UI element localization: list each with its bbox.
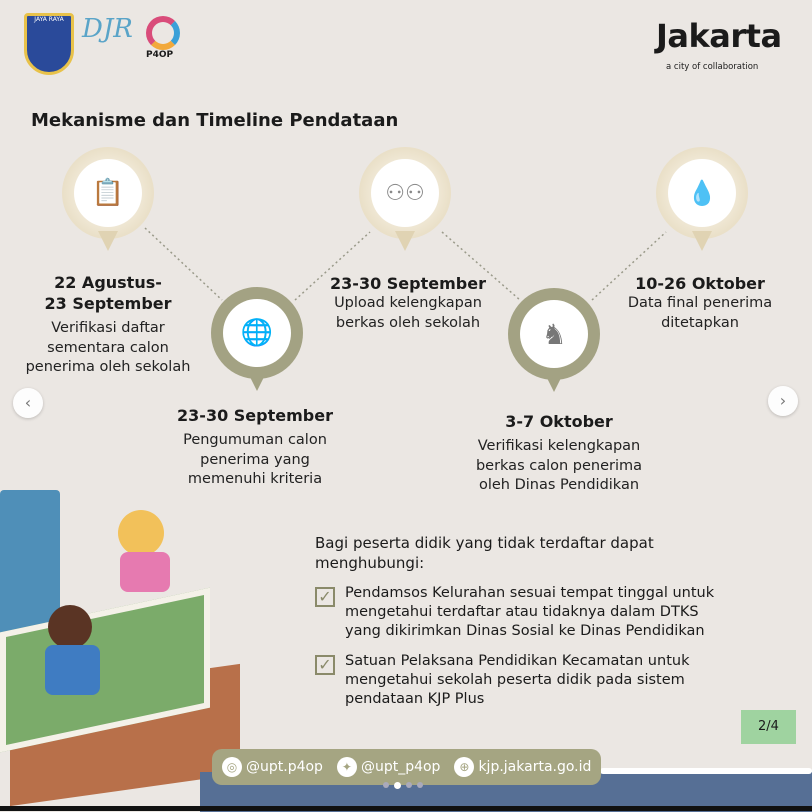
step-date: 10-26 Oktober — [635, 274, 765, 293]
instagram-icon: ◎ — [222, 757, 242, 777]
timeline-pin-1 — [62, 147, 154, 239]
carousel-dot-active[interactable] — [394, 782, 401, 789]
timeline-pin-4 — [508, 288, 600, 380]
timeline-pin-3 — [359, 147, 451, 239]
contact-intro-line: menghubungi: — [315, 554, 425, 572]
chess-knight-icon: ♞ — [541, 317, 567, 351]
checkbox-icon: ✓ — [315, 587, 335, 607]
step-date: 22 Agustus- — [54, 273, 162, 292]
contact-intro-line: Bagi peserta didik yang tidak terdaftar dapat — [315, 534, 654, 552]
twitter-link[interactable] — [337, 757, 441, 777]
djr-text: DJR — [82, 14, 133, 44]
carousel-dot[interactable] — [417, 782, 423, 788]
carousel-prev-button[interactable]: ‹ — [13, 388, 43, 418]
step-desc: penerima yang — [200, 451, 310, 468]
jakarta-wordmark: Jakarta — [656, 17, 782, 55]
timeline-step-3 — [298, 273, 518, 333]
step-desc: Upload kelengkapan — [334, 295, 482, 311]
step-desc: Pengumuman calon — [183, 432, 327, 448]
jakarta-tagline: a city of collaboration — [666, 62, 759, 72]
step-date: 23-30 September — [330, 274, 486, 293]
contact-item-line: Satuan Pelaksana Pendidikan Kecamatan untuk — [345, 653, 690, 669]
timeline-step-1 — [0, 272, 218, 378]
checkbox-icon: ✓ — [315, 655, 335, 675]
globe-icon: ⊕ — [454, 757, 474, 777]
wave-foam — [600, 768, 812, 774]
contact-item-line: mengetahui sekolah peserta didik pada sistem — [345, 672, 685, 688]
contact-item — [315, 584, 714, 641]
step-desc: penerima oleh sekolah — [25, 359, 191, 375]
timeline-pin-5 — [656, 147, 748, 239]
twitter-icon: ✦ — [337, 757, 357, 777]
group-icon: ⚇⚇ — [385, 180, 425, 206]
social-footer — [212, 749, 601, 785]
step-desc: berkas calon penerima — [475, 457, 643, 474]
timeline-pin-2 — [211, 287, 303, 379]
carousel-dot[interactable] — [383, 782, 389, 788]
clipboard-strategy-icon: 📋 — [91, 178, 125, 208]
timeline-step-4 — [449, 411, 669, 496]
step-date: 23-30 September — [177, 406, 333, 425]
contact-item-line: mengetahui terdaftar atau tidaknya dalam DTKS — [345, 604, 699, 620]
contact-intro — [315, 533, 654, 573]
website-url: kjp.jakarta.go.id — [478, 759, 592, 775]
step-date: 3-7 Oktober — [505, 412, 613, 431]
instagram-link[interactable] — [222, 757, 323, 777]
step-desc: sementara calon — [47, 339, 169, 356]
contact-item-line: yang dikirimkan Dinas Sosial ke Dinas Pendidikan — [345, 623, 705, 639]
twitter-handle: @upt_p4op — [360, 759, 441, 775]
carousel-next-button[interactable]: › — [768, 386, 798, 416]
page-title: Mekanisme dan Timeline Pendataan — [31, 110, 399, 131]
contact-item-line: Pendamsos Kelurahan sesuai tempat tinggal untuk — [345, 585, 715, 601]
carousel-dot[interactable] — [406, 782, 412, 788]
step-desc: Verifikasi daftar — [51, 320, 165, 336]
website-link[interactable] — [454, 757, 591, 777]
carousel-dots — [383, 782, 423, 789]
timeline-step-2 — [145, 405, 365, 490]
contact-item — [315, 652, 689, 709]
timeline-step-5 — [590, 273, 810, 333]
bottom-bar — [0, 806, 812, 811]
step-desc: Verifikasi kelengkapan — [477, 438, 641, 454]
hands-drop-icon: 💧 — [687, 179, 717, 207]
p4op-text: P4OP — [146, 50, 174, 60]
crest-text: JAYA RAYA — [34, 16, 64, 23]
page-indicator: 2/4 — [741, 710, 796, 744]
contact-item-line: pendataan KJP Plus — [345, 691, 485, 707]
step-desc: oleh Dinas Pendidikan — [478, 477, 640, 493]
instagram-handle: @upt.p4op — [246, 759, 323, 775]
step-date: 23 September — [44, 294, 172, 313]
globe-people-icon: 🌐 — [240, 318, 274, 348]
step-desc: berkas oleh sekolah — [335, 314, 481, 331]
step-desc: Data final penerima — [627, 295, 773, 311]
step-desc: memenuhi kriteria — [187, 471, 323, 487]
step-desc: ditetapkan — [661, 314, 739, 331]
